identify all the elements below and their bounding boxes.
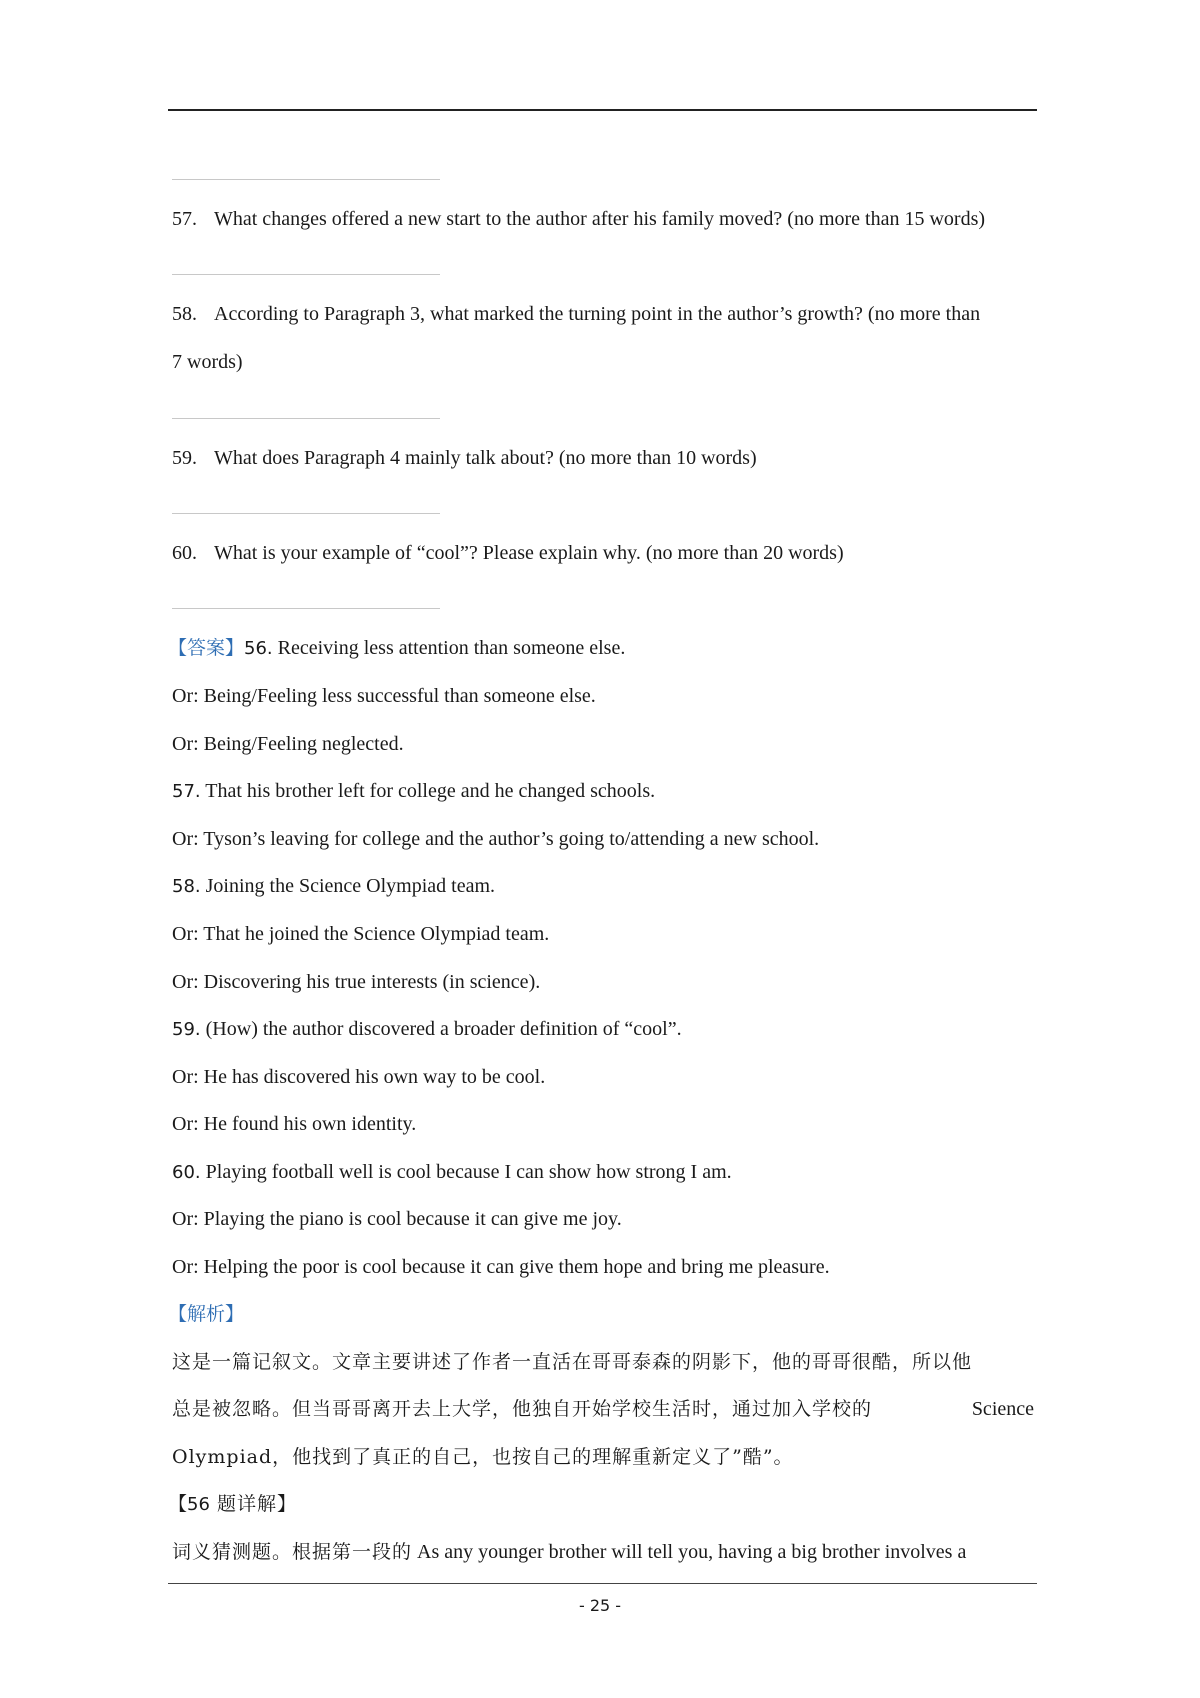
question-58-continuation: 7 words) bbox=[172, 351, 243, 373]
header-rule bbox=[168, 109, 1037, 111]
answer-number: 56. bbox=[244, 638, 273, 659]
answer-text: Playing football well is cool because I can show how strong I am. bbox=[200, 1161, 732, 1183]
question-59 bbox=[172, 445, 757, 471]
answer-number: 57. bbox=[172, 781, 201, 802]
question-60 bbox=[172, 540, 844, 566]
answer-blank-60 bbox=[172, 608, 440, 609]
detail-heading-num: 56 bbox=[187, 1494, 210, 1515]
answer-number: 58. bbox=[172, 876, 201, 897]
question-number: 60. bbox=[172, 542, 197, 564]
answer-line-10: Or: He has discovered his own way to be cool. bbox=[172, 1066, 546, 1088]
answer-line-12 bbox=[172, 1159, 732, 1186]
analysis-line-2-en: Science bbox=[971, 1398, 1034, 1420]
analysis-line-2-cn: 总是被忽略。但当哥哥离开去上大学，他独自开始学校生活时，通过加入学校的 bbox=[172, 1398, 873, 1420]
analysis-line-3: Olympiad，他找到了真正的自己，也按自己的理解重新定义了”酷”。 bbox=[172, 1446, 794, 1468]
detail-heading bbox=[168, 1491, 297, 1518]
answer-line-4 bbox=[172, 778, 655, 805]
answer-line-9 bbox=[172, 1016, 682, 1043]
answer-line-1 bbox=[168, 635, 625, 662]
answer-line-5: Or: Tyson’s leaving for college and the author’s going to/attending a new school. bbox=[172, 828, 820, 850]
detail-heading-text: 题详解】 bbox=[209, 1493, 297, 1515]
answer-line-14: Or: Helping the poor is cool because it can give them hope and bring me pleasure. bbox=[172, 1256, 830, 1278]
question-text: What is your example of “cool”? Please explain why. (no more than 20 words) bbox=[214, 542, 844, 564]
detail-line-cn: 词义猜测题。根据第一段的 bbox=[172, 1541, 413, 1563]
answer-number: 59. bbox=[172, 1019, 201, 1040]
answer-label: 【答案】 bbox=[168, 637, 245, 659]
analysis-label bbox=[168, 1301, 244, 1327]
answer-line-3: Or: Being/Feeling neglected. bbox=[172, 733, 404, 755]
answer-blank-58 bbox=[172, 418, 440, 419]
answer-number: 60. bbox=[172, 1162, 201, 1183]
answer-line-13: Or: Playing the piano is cool because it can give me joy. bbox=[172, 1208, 622, 1230]
analysis-line-1: 这是一篇记叙文。文章主要讲述了作者一直活在哥哥泰森的阴影下，他的哥哥很酷，所以他 bbox=[172, 1351, 973, 1373]
answer-text: Receiving less attention than someone else. bbox=[272, 637, 626, 659]
answer-line-6 bbox=[172, 873, 495, 900]
question-text: According to Paragraph 3, what marked the turning point in the author’s growth? (no more than bbox=[214, 303, 981, 325]
detail-heading-open: 【 bbox=[168, 1493, 188, 1515]
analysis-line-2 bbox=[172, 1396, 1034, 1422]
answer-blank-57 bbox=[172, 274, 440, 275]
analysis-label-text: 【解析】 bbox=[168, 1303, 245, 1325]
answer-line-2: Or: Being/Feeling less successful than someone else. bbox=[172, 685, 596, 707]
answer-blank-56 bbox=[172, 179, 440, 180]
answer-blank-59 bbox=[172, 513, 440, 514]
question-57 bbox=[172, 206, 985, 232]
footer-rule bbox=[168, 1583, 1037, 1584]
question-text: What does Paragraph 4 mainly talk about? (no more than 10 words) bbox=[214, 447, 757, 469]
answer-line-11: Or: He found his own identity. bbox=[172, 1113, 417, 1135]
question-number: 59. bbox=[172, 447, 197, 469]
question-number: 58. bbox=[172, 303, 197, 325]
answer-line-7: Or: That he joined the Science Olympiad team. bbox=[172, 923, 550, 945]
question-text: What changes offered a new start to the author after his family moved? (no more than 15 words) bbox=[214, 208, 986, 230]
answer-line-8: Or: Discovering his true interests (in science). bbox=[172, 971, 541, 993]
detail-line-en: As any younger brother will tell you, having a big brother involves a bbox=[412, 1541, 967, 1563]
answer-text: Joining the Science Olympiad team. bbox=[200, 875, 496, 897]
question-58 bbox=[172, 301, 980, 327]
answer-text: (How) the author discovered a broader definition of “cool”. bbox=[200, 1018, 682, 1040]
answer-text: That his brother left for college and he changed schools. bbox=[200, 780, 656, 802]
page-number: - 25 - bbox=[578, 1596, 622, 1615]
question-number: 57. bbox=[172, 208, 197, 230]
detail-line-1 bbox=[172, 1539, 966, 1565]
